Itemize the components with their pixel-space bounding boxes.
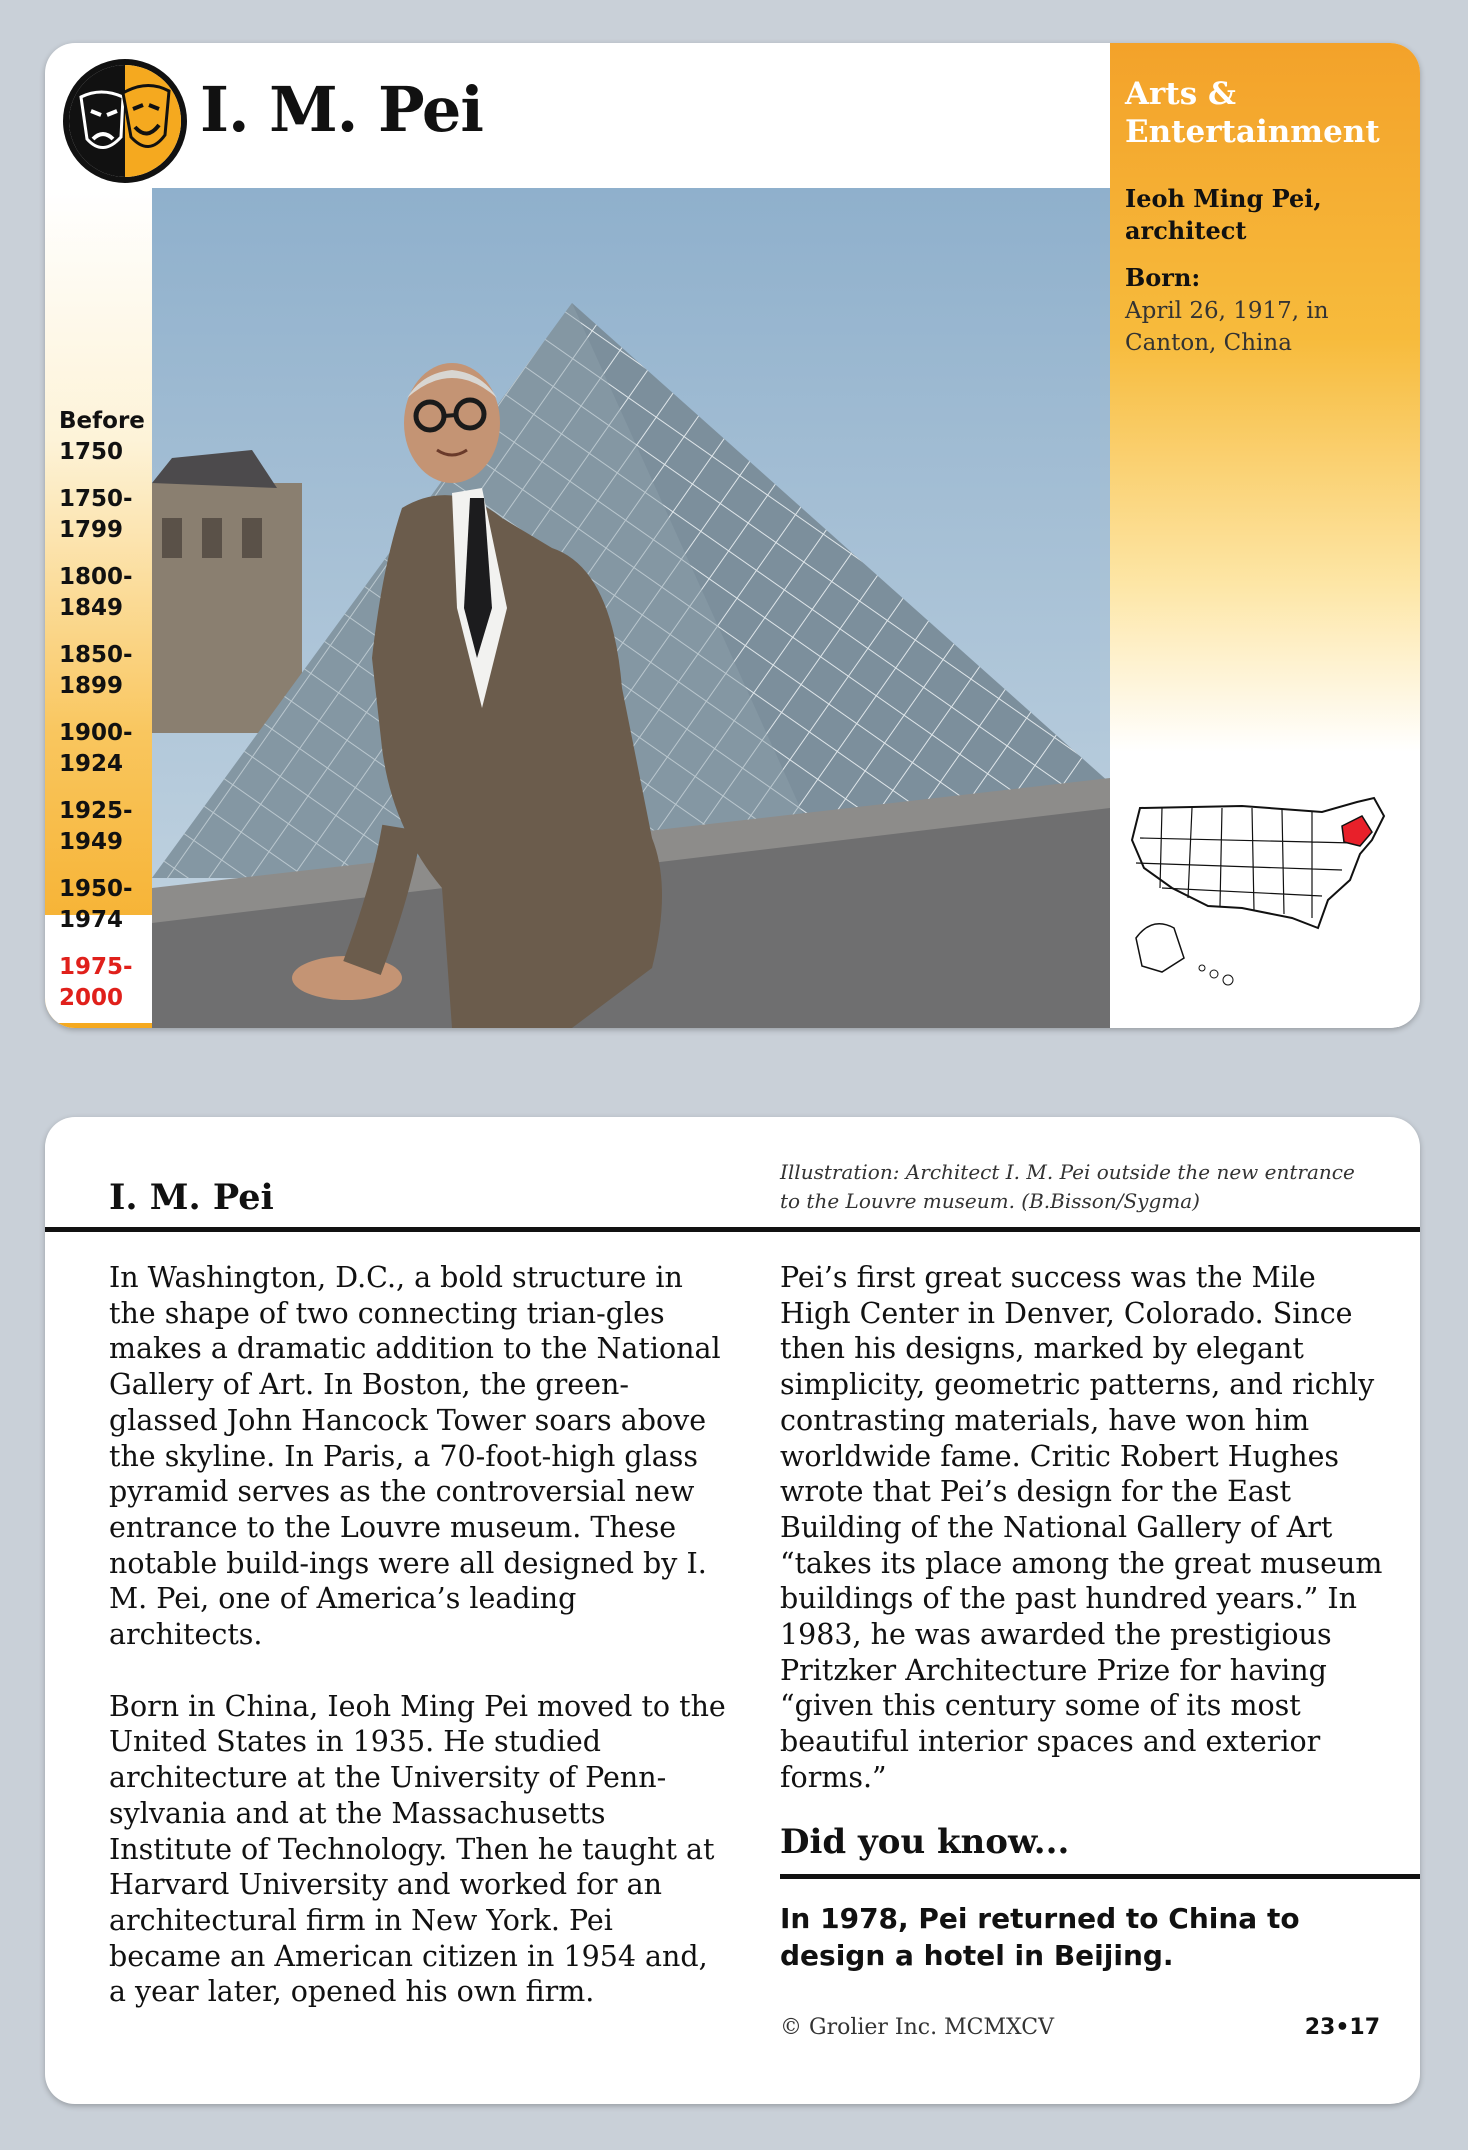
timeline-era: 1750- 1799	[59, 486, 133, 543]
column-left	[109, 1260, 729, 2046]
timeline-era-active: 1975- 2000	[59, 954, 133, 1011]
paragraph: Pei’s first great success was the Mile High Center in Denver, Colorado. Since then his designs, marked by elegant simplicity, geometric patterns, and richly contrasting materials, have won him worldwide fame. Critic Robert Hughes wrote that Pei’s design for the East Building of the National Gallery of Art “takes its place among the great museum buildings of the past hundred years.” In 1983, he was awarded the prestigious Pritzker Architecture Prize for having “given this century some of its most beautiful interior spaces and exterior forms.”	[780, 1261, 1383, 1794]
paragraph: In Washington, D.C., a bold structure in the shape of two connecting trian-gles makes a dramatic addition to the National Gallery of Art. In Boston, the green-glassed John Hancock Tower soars above the skyline. In Paris, a 70-foot-high glass pyramid serves as the controversial new entrance to the Louvre museum. These notable build-ings were all designed by I. M. Pei, one of America’s leading architects.	[109, 1261, 721, 1652]
paragraph: Born in China, Ieoh Ming Pei moved to the United States in 1935. He studied architecture at the University of Penn-sylvania and at the Massachusetts Institute of Technology. Then he taught at Harvard University and worked for an architectural firm in New York. Pei became an American citizen in 1954 and, a year later, opened his own firm.	[109, 1689, 726, 2009]
back-card	[45, 1117, 1420, 2104]
front-title: I. M. Pei	[200, 73, 483, 146]
illustration-caption: Illustration: Architect I. M. Pei outside the new entrance to the Louvre museum. (B.Bisson/Sygma)	[780, 1160, 1355, 1213]
born-value: April 26, 1917, in Canton, China	[1125, 298, 1329, 356]
timeline-era: Before 1750	[59, 408, 145, 465]
did-you-know-title: Did you know...	[780, 1822, 1070, 1862]
category-title: Arts & Entertainment	[1125, 76, 1380, 150]
did-you-know-rule	[780, 1874, 1420, 1879]
timeline-era: 1850- 1899	[59, 642, 133, 699]
timeline-era: 1950- 1974	[59, 876, 133, 933]
header-rule	[45, 1227, 1420, 1232]
column-right	[780, 1260, 1390, 1832]
info-sidebar	[1110, 43, 1420, 1028]
us-map-icon	[1122, 788, 1392, 988]
timeline-era: 1800- 1849	[59, 564, 133, 621]
era-timeline	[45, 188, 152, 1028]
timeline-era: 1900- 1924	[59, 720, 133, 777]
timeline-era: 1925- 1949	[59, 798, 133, 855]
front-card	[45, 43, 1420, 1028]
theater-masks-icon	[61, 57, 189, 185]
portrait-photo	[152, 188, 1110, 1028]
full-name: Ieoh Ming Pei, architect	[1125, 184, 1322, 245]
front-header	[45, 43, 1110, 188]
back-title: I. M. Pei	[109, 1177, 274, 1218]
copyright: © Grolier Inc. MCMXCV	[780, 2015, 1054, 2040]
born-label: Born:	[1125, 263, 1201, 292]
did-you-know-text: In 1978, Pei returned to China to design a hotel in Beijing.	[780, 1902, 1300, 1972]
card-number: 23•17	[1304, 2015, 1380, 2040]
